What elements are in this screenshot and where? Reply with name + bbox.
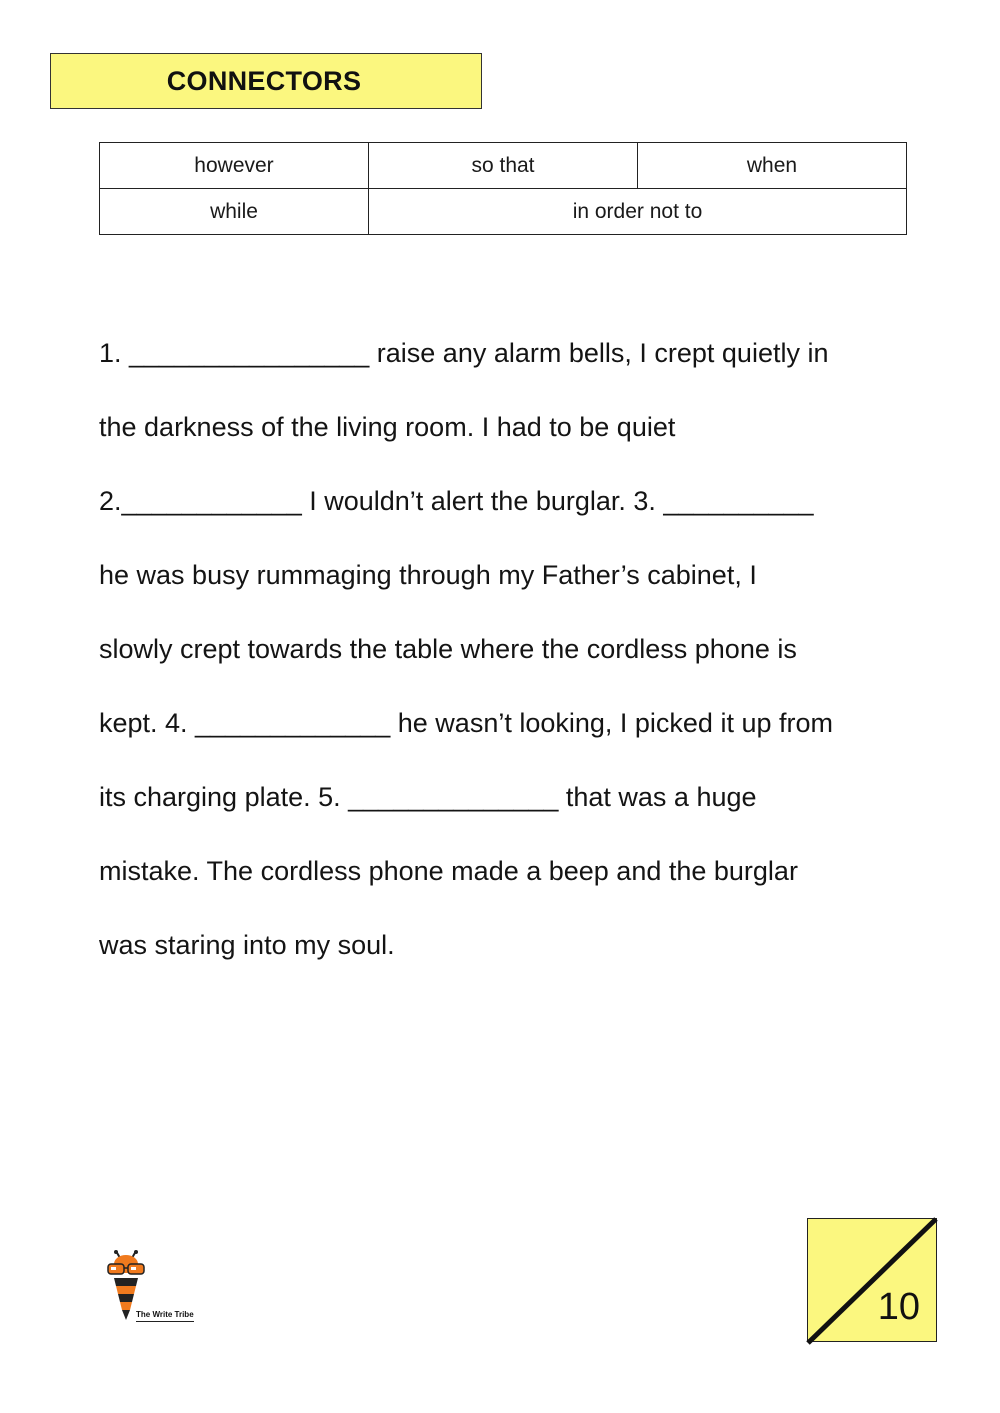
score-box bbox=[807, 1218, 937, 1342]
logo-text: The Write Tribe bbox=[136, 1310, 194, 1322]
passage bbox=[99, 316, 919, 982]
word-bank-row bbox=[100, 189, 907, 235]
passage-line: mistake. The cordless phone made a beep and the burglar bbox=[99, 856, 798, 886]
passage-line: its charging plate. 5. ______________ that was a huge bbox=[99, 782, 757, 812]
passage-line: 1. ________________ raise any alarm bells, I crept quietly in bbox=[99, 338, 829, 368]
passage-line: 2.____________ I wouldn’t alert the burglar. 3. __________ bbox=[99, 486, 814, 516]
title-box bbox=[50, 53, 482, 109]
word-bank-row bbox=[100, 143, 907, 189]
word-bank-table bbox=[99, 142, 907, 235]
passage-line: slowly crept towards the table where the cordless phone is bbox=[99, 634, 797, 664]
word-bank-cell: in order not to bbox=[369, 189, 907, 235]
passage-line: he was busy rummaging through my Father’s cabinet, I bbox=[99, 560, 757, 590]
page-title: CONNECTORS bbox=[166, 65, 362, 96]
score-total: 10 bbox=[877, 1286, 920, 1328]
passage-line: kept. 4. _____________ he wasn’t looking, I picked it up from bbox=[99, 708, 833, 738]
logo bbox=[100, 1250, 210, 1330]
word-bank-cell: however bbox=[100, 143, 369, 189]
passage-line: was staring into my soul. bbox=[99, 930, 395, 960]
word-bank-cell: when bbox=[638, 143, 907, 189]
word-bank-cell: so that bbox=[369, 143, 638, 189]
word-bank-cell: while bbox=[100, 189, 369, 235]
passage-line: the darkness of the living room. I had to be quiet bbox=[99, 412, 676, 442]
